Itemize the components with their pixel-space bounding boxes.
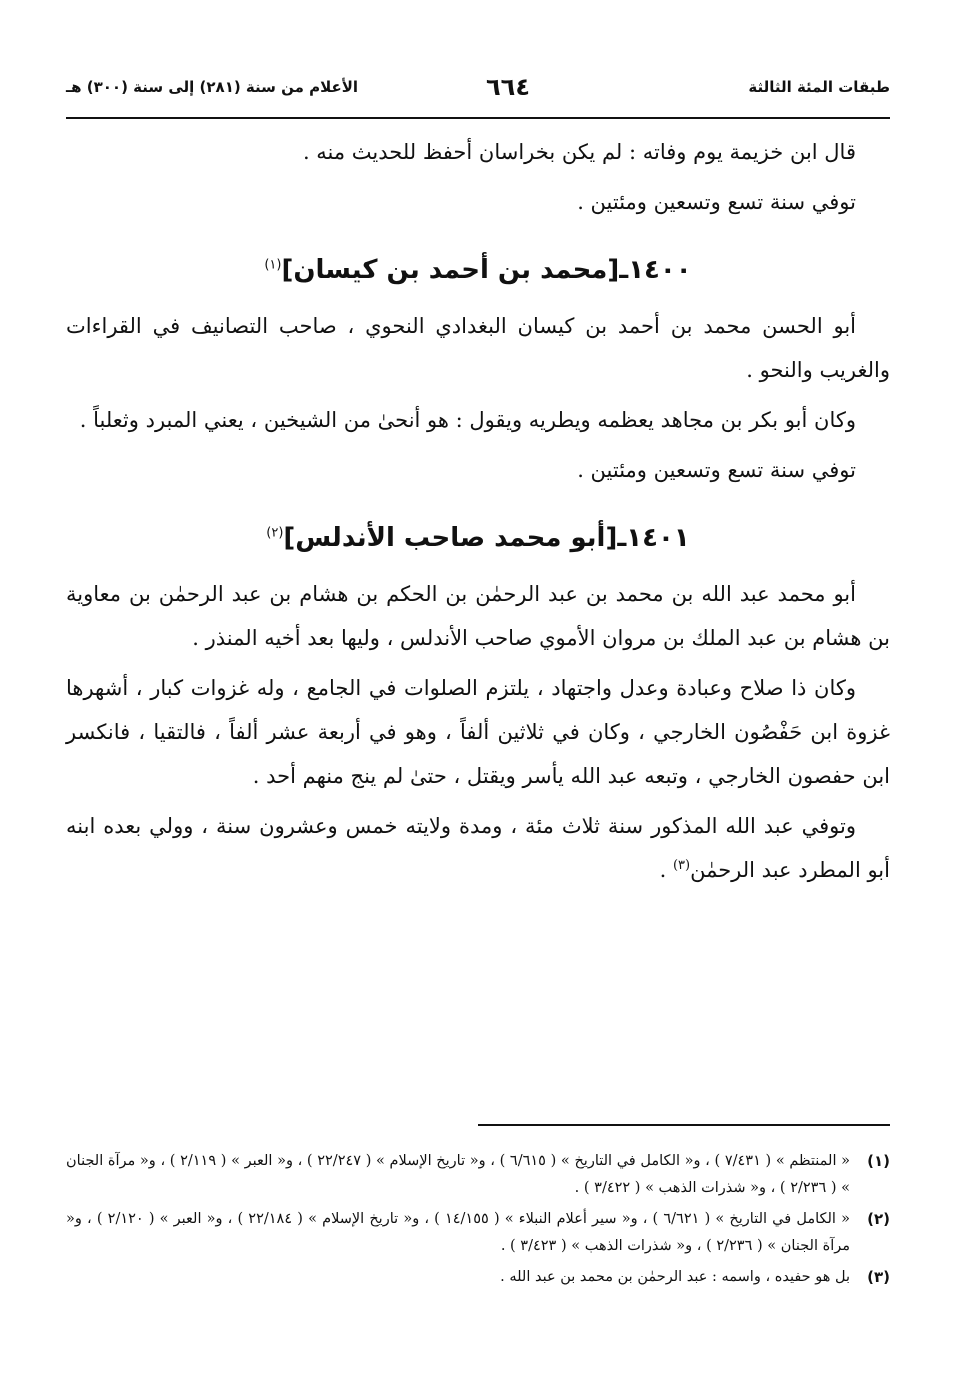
paragraph	[66, 804, 890, 892]
paragraph: وكان ذا صلاح وعبادة وعدل واجتهاد ، يلتزم الصلوات في الجامع ، وله غزوات كبار ، أشهرها غزوة ابن حَفْصُون الخارجي ، وكان في ثلاثين ألفاً ، وهو في أربعة عشر ألفاً ، فالتقيا ، فانكسر ابن حفصون الخارجي ، وتبعه عبد الله يأسر ويقتل ، حتىٰ لم ينج منهم أحد .	[66, 676, 890, 788]
footnote-number: (٢)	[867, 1210, 890, 1228]
footnote-marker: (٣)	[672, 858, 691, 873]
paragraph-end: .	[659, 858, 673, 882]
footnote-item	[66, 1264, 890, 1291]
running-head-period-title: الأعلام من سنة (٢٨١) إلى سنة (٣٠٠) هـ	[66, 78, 359, 96]
footnote-number: (٣)	[867, 1268, 890, 1286]
footnote-marker: (٢)	[266, 525, 284, 541]
footnote-number: (١)	[867, 1152, 890, 1170]
footnote-divider	[478, 1124, 890, 1126]
running-head	[66, 72, 890, 112]
footnote-text: بل هو حفيده ، واسمه : عبد الرحمٰن بن محمد بن عبد الله .	[500, 1269, 850, 1285]
main-text	[66, 130, 890, 892]
footnote-marker: (١)	[264, 257, 282, 273]
paragraph: أبو محمد عبد الله بن محمد بن عبد الرحمٰن بن الحكم بن هشام بن عبد الرحمٰن بن معاوية بن هشام بن عبد الملك بن مروان الأموي صاحب الأندلس ، وليها بعد أخيه المنذر .	[66, 582, 890, 650]
footnotes	[66, 1148, 890, 1295]
header-divider	[66, 117, 890, 119]
paragraph: توفي سنة تسع وتسعين ومئتين .	[577, 190, 856, 214]
entry-heading-1400	[66, 250, 890, 290]
entry-heading-1401	[66, 518, 890, 558]
footnote-text: « المنتظم » ( ٧/٤٣١ ) ، و« الكامل في التاريخ » ( ٦/٦١٥ ) ، و« تاريخ الإسلام » ( ٢٢/٢٤٧ ) ، و« العبر » ( ٢/١١٩ ) ، و« مرآة الجنان » ( ٢/٢٣٦ ) ، و« شذرات الذهب » ( ٣/٤٢٢ ) .	[66, 1153, 850, 1196]
running-head-section-title: طبقات المئة الثالثة	[748, 78, 890, 96]
entry-heading-text: ١٤٠١ـ[أبو محمد صاحب الأندلس]	[283, 523, 690, 553]
paragraph-text: وتوفي عبد الله المذكور سنة ثلاث مئة ، ومدة ولايته خمس وعشرون سنة ، وولي بعده ابنه أبو المطرد عبد الرحمٰن	[66, 814, 890, 882]
paragraph: وكان أبو بكر بن مجاهد يعظمه ويطريه ويقول : هو أنحىٰ من الشيخين ، يعني المبرد وثعلباً .	[79, 408, 856, 432]
paragraph: توفي سنة تسع وتسعين ومئتين .	[577, 458, 856, 482]
paragraph: قال ابن خزيمة يوم وفاته : لم يكن بخراسان أحفظ للحديث منه .	[302, 140, 856, 164]
footnote-item	[66, 1206, 890, 1260]
page-number: ٦٦٤	[486, 73, 530, 101]
entry-heading-text: ١٤٠٠ـ[محمد بن أحمد بن كيسان]	[281, 255, 692, 285]
footnote-text: « الكامل في التاريخ » ( ٦/٦٢١ ) ، و« سير أعلام النبلاء » ( ١٤/١٥٥ ) ، و« تاريخ الإسلام » ( ٢٢/١٨٤ ) ، و« العبر » ( ٢/١٢٠ ) ، و« مرآة الجنان » ( ٢/٢٣٦ ) ، و« شذرات الذهب » ( ٣/٤٢٣ ) .	[66, 1211, 850, 1254]
paragraph: أبو الحسن محمد بن أحمد بن كيسان البغدادي النحوي ، صاحب التصانيف في القراءات والغريب والنحو .	[66, 314, 890, 382]
footnote-item	[66, 1148, 890, 1202]
